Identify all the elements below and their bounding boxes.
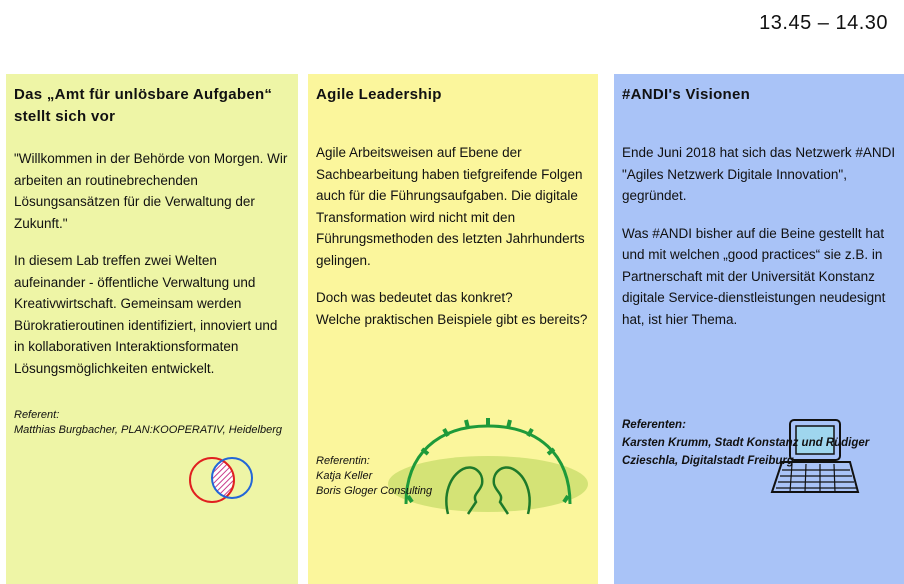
speaker-label: Referentin: [316,455,370,467]
card-title [14,84,290,128]
session-card-agile-leadership [308,74,598,584]
session-card-amt [6,74,298,584]
question-1: Doch was bedeutet das konkret? [316,290,513,305]
card-description: Agile Arbeitsweisen auf Ebene der Sachbearbeitung haben tiefgreifende Folgen auch für die Führungsaufgaben. Die digitale Transformation wird nicht mit den Führungsmethoden des letzten Jahrhunderts gelingen. [316,145,585,268]
card-description: In diesem Lab treffen zwei Welten aufeinander - öffentliche Verwaltung und Kreativwirtschaft. Gemeinsam werden Bürokratieroutinen identifiziert, innoviert und in kollaborativen Interaktionsformaten Lösungsmöglichkeiten entwickelt. [14,253,278,376]
time-slot: 13.45 – 14.30 [759,12,888,34]
card-title [316,84,590,106]
card-title-line2: stellt sich vor [14,108,116,125]
card-title-line1: Das „Amt für unlösbare Aufgaben“ [14,86,273,103]
card-title-line1: Agile Leadership [316,86,442,103]
speaker-label: Referenten: [622,419,686,431]
speaker-names: Karsten Krumm, Stadt Konstanz und Rüdiger Czieschla, Digitalstadt Freiburg [622,437,870,467]
session-card-andi-visionen [614,74,904,584]
card-description: Ende Juni 2018 hat sich das Netzwerk #ANDI "Agiles Netzwerk Digitale Innovation", gegründet. [622,145,896,203]
card-details: Was #ANDI bisher auf die Beine gestellt hat und mit welchen „good practices“ sie z.B. in Partnerschaft mit der Universität Konstanz digitale Service-dienstleistungen neudesignt hat, ist hier Thema. [622,225,886,327]
speaker-company: Boris Gloger Consulting [316,485,433,497]
speaker-label: Referent: [14,409,60,421]
question-2: Welche praktischen Beispiele gibt es bereits? [316,311,588,327]
speaker-info [14,408,294,438]
speaker-info [622,416,892,470]
speaker-names: Matthias Burgbacher, PLAN:KOOPERATIV, Heidelberg [14,424,282,436]
card-title-line1: #ANDI's Visionen [622,86,751,103]
card-quote: "Willkommen in der Behörde von Morgen. Wir arbeiten an routinebrechenden Lösungsansätzen für die Verwaltung der Zukunft." [14,151,288,231]
speaker-name: Katja Keller [316,470,373,482]
card-title [622,84,896,106]
venn-diagram-icon [184,450,264,510]
speaker-info [316,454,516,499]
card-questions [316,287,590,330]
